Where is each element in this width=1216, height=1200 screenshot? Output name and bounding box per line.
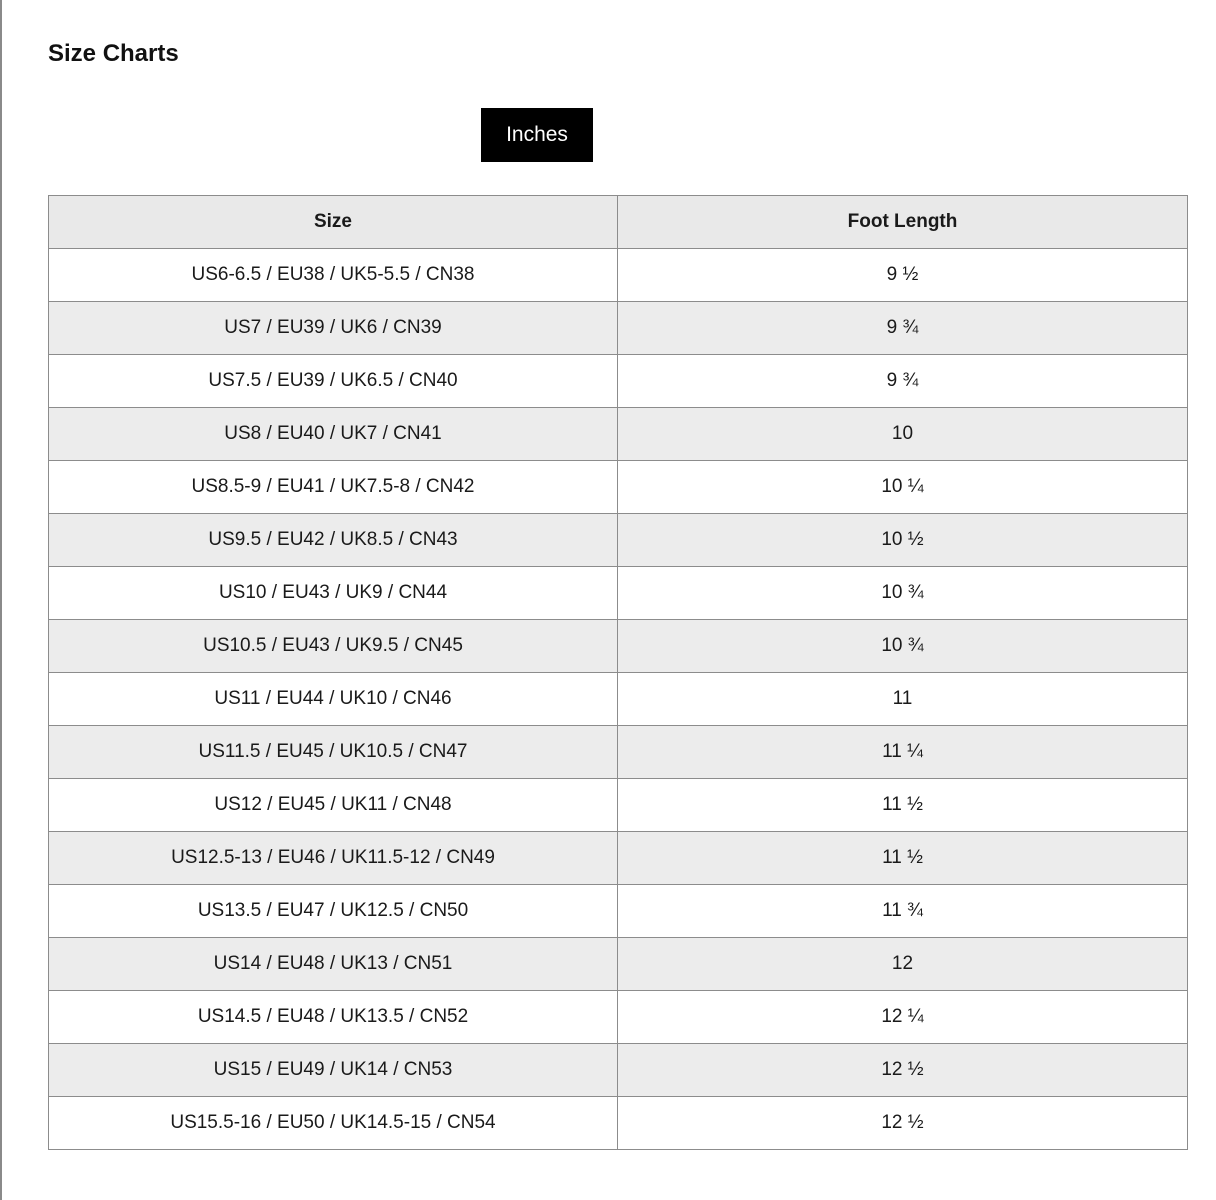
table-row xyxy=(49,567,1188,620)
size-cell: US15.5-16 / EU50 / UK14.5-15 / CN54 xyxy=(49,1097,618,1150)
table-row xyxy=(49,514,1188,567)
foot-length-cell: 11 ½ xyxy=(618,832,1188,885)
inches-unit-button[interactable]: Inches xyxy=(481,108,593,162)
foot-length-cell: 12 xyxy=(618,938,1188,991)
table-row xyxy=(49,991,1188,1044)
foot-length-cell: 9 ¾ xyxy=(618,302,1188,355)
foot-length-cell: 11 ½ xyxy=(618,779,1188,832)
foot-length-cell: 10 xyxy=(618,408,1188,461)
table-row xyxy=(49,408,1188,461)
foot-length-cell: 9 ½ xyxy=(618,249,1188,302)
size-cell: US12 / EU45 / UK11 / CN48 xyxy=(49,779,618,832)
size-column-header: Size xyxy=(49,196,618,249)
table-row xyxy=(49,1097,1188,1150)
size-cell: US10 / EU43 / UK9 / CN44 xyxy=(49,567,618,620)
table-row xyxy=(49,779,1188,832)
size-cell: US14.5 / EU48 / UK13.5 / CN52 xyxy=(49,991,618,1044)
size-cell: US8.5-9 / EU41 / UK7.5-8 / CN42 xyxy=(49,461,618,514)
foot-length-cell: 10 ¾ xyxy=(618,620,1188,673)
page-title: Size Charts xyxy=(48,40,179,67)
table-row xyxy=(49,355,1188,408)
table-row xyxy=(49,1044,1188,1097)
size-chart-table xyxy=(48,195,1188,1150)
size-table-body xyxy=(49,249,1188,1150)
size-cell: US9.5 / EU42 / UK8.5 / CN43 xyxy=(49,514,618,567)
size-cell: US14 / EU48 / UK13 / CN51 xyxy=(49,938,618,991)
page-left-border xyxy=(0,0,2,1200)
table-row xyxy=(49,885,1188,938)
size-cell: US7 / EU39 / UK6 / CN39 xyxy=(49,302,618,355)
size-cell: US11 / EU44 / UK10 / CN46 xyxy=(49,673,618,726)
table-row xyxy=(49,249,1188,302)
size-cell: US6-6.5 / EU38 / UK5-5.5 / CN38 xyxy=(49,249,618,302)
table-row xyxy=(49,938,1188,991)
table-row xyxy=(49,673,1188,726)
foot-length-cell: 10 ¼ xyxy=(618,461,1188,514)
foot-length-cell: 11 ¼ xyxy=(618,726,1188,779)
size-cell: US11.5 / EU45 / UK10.5 / CN47 xyxy=(49,726,618,779)
size-cell: US15 / EU49 / UK14 / CN53 xyxy=(49,1044,618,1097)
foot-length-cell: 10 ¾ xyxy=(618,567,1188,620)
size-cell: US12.5-13 / EU46 / UK11.5-12 / CN49 xyxy=(49,832,618,885)
size-cell: US7.5 / EU39 / UK6.5 / CN40 xyxy=(49,355,618,408)
foot-length-cell: 11 ¾ xyxy=(618,885,1188,938)
table-row xyxy=(49,832,1188,885)
size-cell: US8 / EU40 / UK7 / CN41 xyxy=(49,408,618,461)
foot-length-column-header: Foot Length xyxy=(618,196,1188,249)
table-header-row xyxy=(49,196,1188,249)
foot-length-cell: 11 xyxy=(618,673,1188,726)
foot-length-cell: 12 ½ xyxy=(618,1044,1188,1097)
foot-length-cell: 12 ½ xyxy=(618,1097,1188,1150)
foot-length-cell: 10 ½ xyxy=(618,514,1188,567)
size-cell: US13.5 / EU47 / UK12.5 / CN50 xyxy=(49,885,618,938)
table-row xyxy=(49,620,1188,673)
table-row xyxy=(49,302,1188,355)
foot-length-cell: 9 ¾ xyxy=(618,355,1188,408)
table-row xyxy=(49,726,1188,779)
foot-length-cell: 12 ¼ xyxy=(618,991,1188,1044)
size-cell: US10.5 / EU43 / UK9.5 / CN45 xyxy=(49,620,618,673)
table-row xyxy=(49,461,1188,514)
